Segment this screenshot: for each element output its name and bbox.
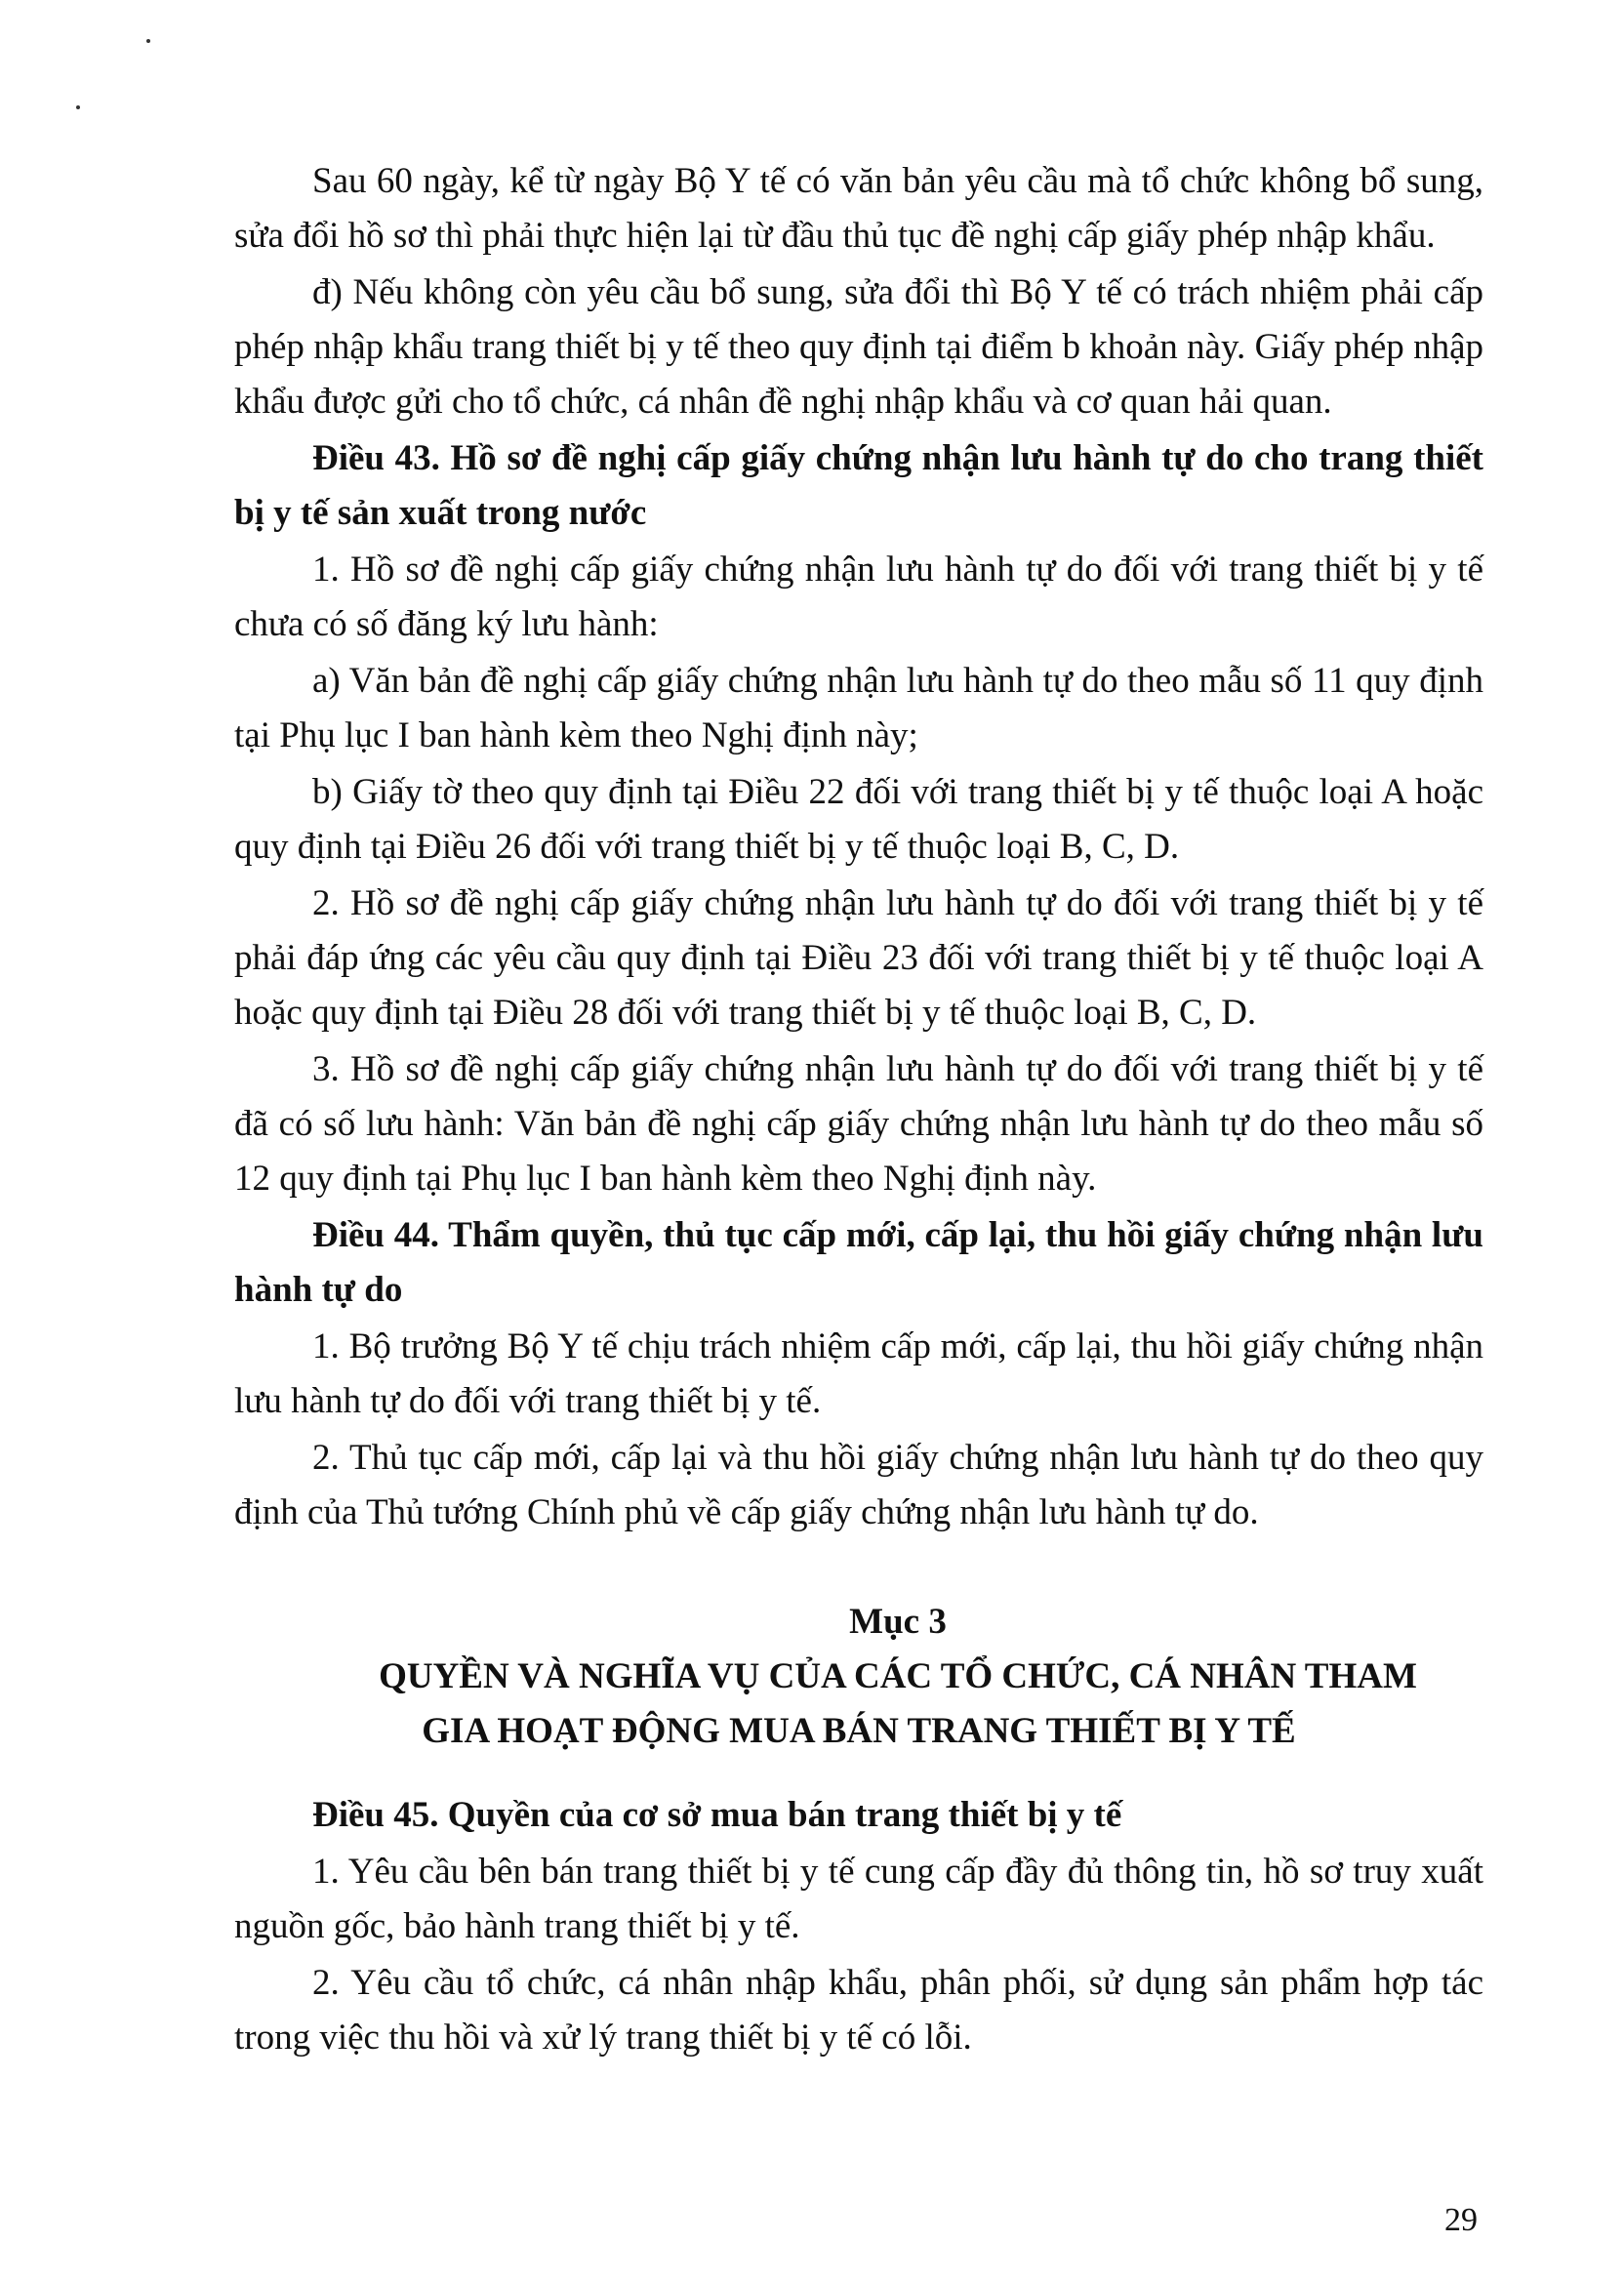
paragraph: Sau 60 ngày, kể từ ngày Bộ Y tế có văn bản yêu cầu mà tổ chức không bổ sung, sửa đổi hồ sơ thì phải thực hiện lại từ đầu thủ tục đề nghị cấp giấy phép nhập khẩu.: [234, 161, 1483, 256]
paragraph: 2. Yêu cầu tổ chức, cá nhân nhập khẩu, phân phối, sử dụng sản phẩm hợp tác trong việc thu hồi và xử lý trang thiết bị y tế có lỗi.: [234, 1963, 1483, 2058]
document-page: [234, 154, 1483, 2067]
paragraph: 2. Hồ sơ đề nghị cấp giấy chứng nhận lưu hành tự do đối với trang thiết bị y tế phải đáp ứng các yêu cầu quy định tại Điều 23 đối với trang thiết bị y tế thuộc loại A hoặc quy định tại Điều 28 đối với trang thiết bị y tế thuộc loại B, C, D.: [234, 883, 1483, 1033]
section-heading: [234, 1595, 1483, 1759]
article-43-title: Điều 43. Hồ sơ đề nghị cấp giấy chứng nhận lưu hành tự do cho trang thiết bị y tế sản xuất trong nước: [234, 438, 1483, 533]
paragraph: 3. Hồ sơ đề nghị cấp giấy chứng nhận lưu hành tự do đối với trang thiết bị y tế đã có số lưu hành: Văn bản đề nghị cấp giấy chứng nhận lưu hành tự do theo mẫu số 12 quy định tại Phụ lục I ban hành kèm theo Nghị định này.: [234, 1049, 1483, 1199]
scan-speck: [76, 105, 80, 109]
section-label: Mục 3: [849, 1602, 947, 1642]
paragraph: 1. Yêu cầu bên bán trang thiết bị y tế cung cấp đầy đủ thông tin, hồ sơ truy xuất nguồn gốc, bảo hành trang thiết bị y tế.: [234, 1852, 1483, 1946]
paragraph: a) Văn bản đề nghị cấp giấy chứng nhận lưu hành tự do theo mẫu số 11 quy định tại Phụ lục I ban hành kèm theo Nghị định này;: [234, 661, 1483, 755]
page-number: 29: [1444, 2202, 1478, 2238]
paragraph: 1. Hồ sơ đề nghị cấp giấy chứng nhận lưu hành tự do đối với trang thiết bị y tế chưa có số đăng ký lưu hành:: [234, 550, 1483, 644]
scan-speck: [146, 39, 150, 43]
paragraph: đ) Nếu không còn yêu cầu bổ sung, sửa đổi thì Bộ Y tế có trách nhiệm phải cấp phép nhập khẩu trang thiết bị y tế theo quy định tại điểm b khoản này. Giấy phép nhập khẩu được gửi cho tổ chức, cá nhân đề nghị nhập khẩu và cơ quan hải quan.: [234, 272, 1483, 422]
paragraph: 2. Thủ tục cấp mới, cấp lại và thu hồi giấy chứng nhận lưu hành tự do theo quy định của Thủ tướng Chính phủ về cấp giấy chứng nhận lưu hành tự do.: [234, 1438, 1483, 1532]
article-44-title: Điều 44. Thẩm quyền, thủ tục cấp mới, cấp lại, thu hồi giấy chứng nhận lưu hành tự do: [234, 1215, 1483, 1310]
section-name: QUYỀN VÀ NGHĨA VỤ CỦA CÁC TỔ CHỨC, CÁ NHÂN THAM GIA HOẠT ĐỘNG MUA BÁN TRANG THIẾT BỊ Y TẾ: [379, 1656, 1417, 1751]
article-45-title: Điều 45. Quyền của cơ sở mua bán trang thiết bị y tế: [312, 1795, 1122, 1835]
paragraph: 1. Bộ trưởng Bộ Y tế chịu trách nhiệm cấp mới, cấp lại, thu hồi giấy chứng nhận lưu hành tự do đối với trang thiết bị y tế.: [234, 1326, 1483, 1421]
paragraph: b) Giấy tờ theo quy định tại Điều 22 đối với trang thiết bị y tế thuộc loại A hoặc quy định tại Điều 26 đối với trang thiết bị y tế thuộc loại B, C, D.: [234, 772, 1483, 867]
